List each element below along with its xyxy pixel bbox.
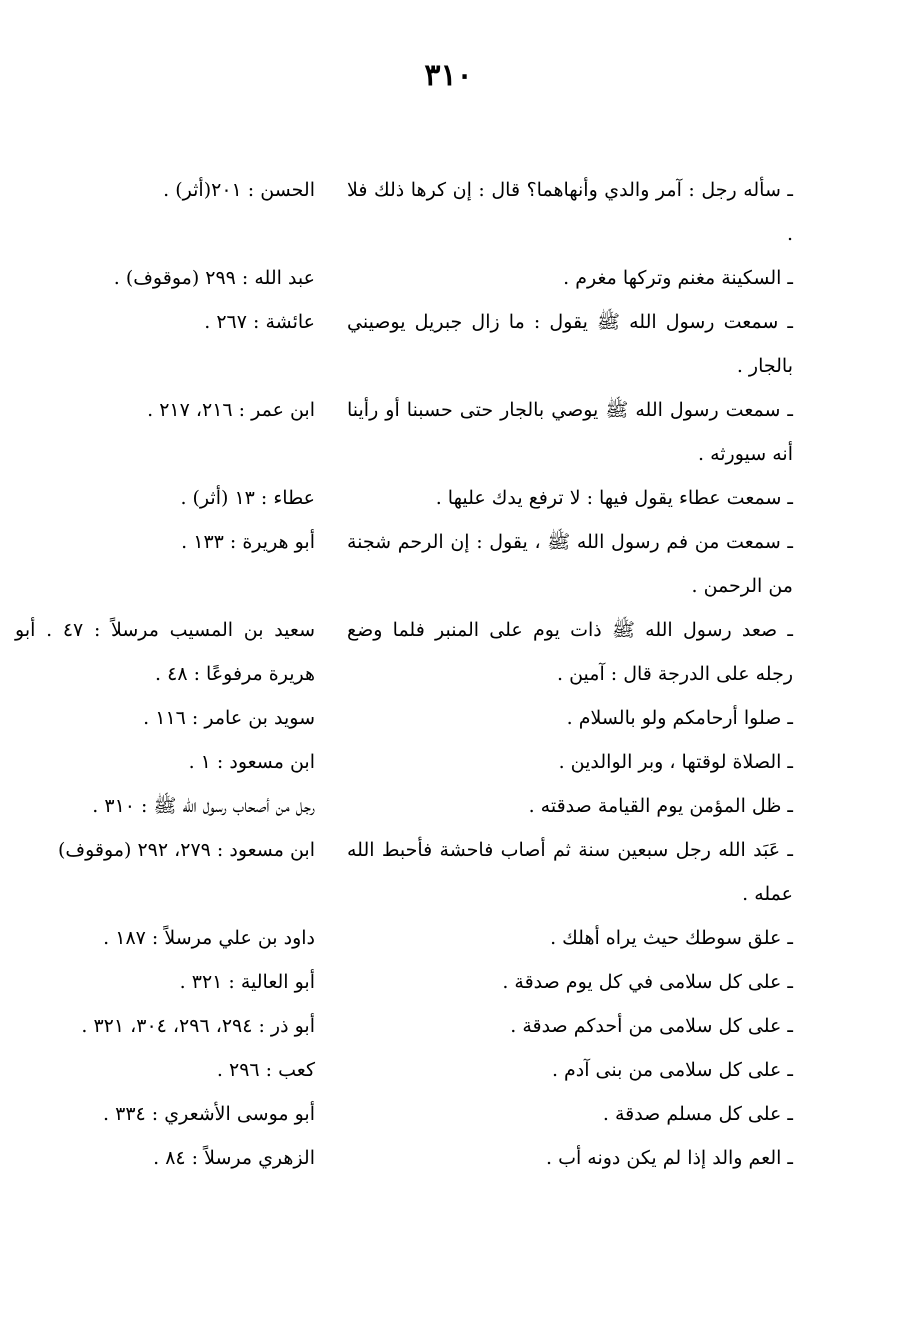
entry-reference: الزهري مرسلاً : ٨٤ .: [153, 1147, 315, 1169]
entry-reference: أبو ذر : ٢٩٤، ٢٩٦، ٣٠٤، ٣٢١ .: [81, 1015, 315, 1037]
index-entry: [13, 256, 793, 300]
entry-reference: كعب : ٢٩٦ .: [216, 1059, 315, 1081]
index-entry: [13, 520, 793, 608]
entry-reference: عطاء : ١٣ (أثر) .: [180, 487, 315, 509]
entry-text: ـ صعد رسول الله ﷺ ذات يوم على المنبر فلما وضع رجله على الدرجة قال : آمين .: [347, 619, 793, 685]
index-entry: [13, 960, 793, 1004]
entry-text: ـ الصلاة لوقتها ، وبر الوالدين .: [558, 751, 793, 773]
entry-reference: عائشة : ٢٦٧ .: [204, 311, 315, 333]
entry-reference: أبو هريرة : ١٣٣ .: [181, 531, 315, 553]
index-entry: [13, 300, 793, 388]
entry-text: ـ علق سوطك حيث يراه أهلك .: [550, 927, 793, 949]
index-entry: [13, 916, 793, 960]
index-entry: [13, 1092, 793, 1136]
entry-text: ـ السكينة مغنم وتركها مغرم .: [563, 267, 793, 289]
entry-text: ـ على كل سلامى في كل يوم صدقة .: [502, 971, 793, 993]
index-entry: [13, 1136, 793, 1180]
entry-text: ـ عَبَد الله رجل سبعين سنة ثم أصاب فاحشة فأحبط الله عمله .: [347, 839, 793, 905]
entry-text: ـ ظل المؤمن يوم القيامة صدقته .: [528, 795, 793, 817]
entry-reference: عبد الله : ٢٩٩ (موقوف) .: [113, 267, 315, 289]
entry-text: ـ صلوا أرحامكم ولو بالسلام .: [566, 707, 793, 729]
entry-text: ـ العم والد إذا لم يكن دونه أب .: [546, 1147, 793, 1169]
index-entry: [13, 1048, 793, 1092]
index-list: [13, 168, 793, 1180]
index-entry: [13, 476, 793, 520]
entry-reference: أبو العالية : ٣٢١ .: [179, 971, 315, 993]
entry-reference: ابن عمر : ٢١٦، ٢١٧ .: [147, 399, 315, 421]
entry-reference: الحسن : ٢٠١(أثر) .: [163, 179, 315, 201]
entry-text: ـ سمعت من فم رسول الله ﷺ ، يقول : إن الرحم شجنة من الرحمن .: [347, 531, 793, 597]
entry-reference: سعيد بن المسيب مرسلاً : ٤٧ . أبو هريرة مرفوعًا : ٤٨ .: [15, 619, 315, 685]
index-entry: [13, 168, 793, 256]
entry-text: ـ سمعت عطاء يقول فيها : لا ترفع يدك عليها .: [435, 487, 793, 509]
entry-text: ـ سأله رجل : آمر والدي وأنهاهما؟ قال : إن كرها ذلك فلا .: [347, 179, 793, 245]
page-number: ٣١٠: [424, 58, 473, 93]
entry-reference: ابن مسعود : ١ .: [188, 751, 315, 773]
entry-text: ـ سمعت رسول الله ﷺ يقول : ما زال جبريل يوصيني بالجار .: [347, 311, 793, 377]
entry-reference: أبو موسى الأشعري : ٣٣٤ .: [103, 1103, 315, 1125]
entry-reference: ابن مسعود : ٢٧٩، ٢٩٢ (موقوف): [58, 839, 315, 861]
index-entry: [13, 784, 793, 828]
entry-text: ـ على كل سلامى من بنى آدم .: [551, 1059, 793, 1081]
entry-reference: سويد بن عامر : ١١٦ .: [143, 707, 315, 729]
entry-reference: داود بن علي مرسلاً : ١٨٧ .: [103, 927, 315, 949]
entry-reference: رجل من أصحاب رسول الله ﷺ : ٣١٠ .: [92, 795, 315, 817]
index-entry: [13, 1004, 793, 1048]
index-entry: [13, 828, 793, 916]
index-entry: [13, 388, 793, 476]
index-entry: [13, 608, 793, 696]
index-entry: [13, 696, 793, 740]
index-entry: [13, 740, 793, 784]
entry-text: ـ على كل سلامى من أحدكم صدقة .: [510, 1015, 793, 1037]
entry-text: ـ سمعت رسول الله ﷺ يوصي بالجار حتى حسبنا أو رأينا أنه سيورثه .: [347, 399, 793, 465]
entry-text: ـ على كل مسلم صدقة .: [602, 1103, 793, 1125]
